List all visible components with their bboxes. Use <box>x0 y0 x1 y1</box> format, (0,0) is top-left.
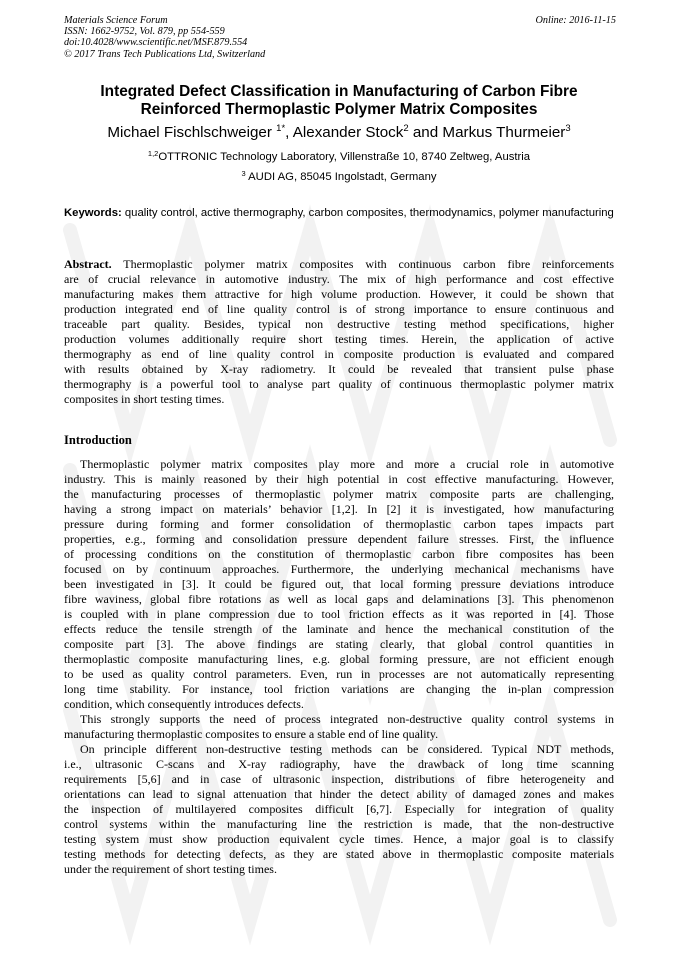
author-3-affiliation: 3 <box>565 123 571 134</box>
body-line: composite part [3]. The above findings are stating clearly, that global control quantities in <box>64 637 614 651</box>
body-line: requirements [5,6] and in case of ultrasonic inspection, distributions of fibre heterogeneity and <box>64 772 614 786</box>
abstract-line: production integrated end of line quality control is of strong importance to ensure continuous and <box>64 302 614 316</box>
doi-line: doi:10.4028/www.scientific.net/MSF.879.554 <box>64 37 248 49</box>
abstract-line: composites in short testing times. <box>64 392 225 406</box>
body-line: industry. This is mainly reasoned by their high potential in cost effective manufacturing. However, <box>64 472 614 486</box>
body-line: control systems within the manufacturing line the restriction is made, that the non-destructive <box>64 817 614 831</box>
body-line: manufacturing thermoplastic composites to ensure a stable end of line quality. <box>64 727 439 741</box>
introduction-heading: Introduction <box>64 433 132 447</box>
abstract-line: Abstract. Thermoplastic polymer matrix composites with continuous carbon fibre reinforcements <box>64 257 614 271</box>
body-line: pressure during forming and former consolidation of thermoplastic carbon tapes impacts part <box>64 517 614 531</box>
abstract-label: Abstract. <box>64 257 112 271</box>
keywords <box>64 206 614 221</box>
journal-header <box>64 15 616 60</box>
author-1: Michael Fischlschweiger <box>107 124 277 141</box>
body-line: This strongly supports the need of process integrated non-destructive quality control systems in <box>80 712 614 726</box>
abstract-line: manufacturing makes them attractive for high volume production. However, it could be shown that <box>64 287 614 301</box>
body-line: i.e., ultrasonic C-scans and X-ray radiography, have the drawback of long time scanning <box>64 757 614 771</box>
abstract-line: thermography is a powerful tool to analyse part quality of continuous thermoplastic polymer matrix <box>64 377 614 391</box>
abstract-line: thermography as end of line quality control in composite production is evaluated and compared <box>64 347 614 361</box>
body-line: long time stability. For instance, tool friction variations are changing the in-plan compression <box>64 682 614 696</box>
affiliation-2: $^3$ AUDI AG, 85045 Ingolstadt, Germany <box>241 169 437 183</box>
author-2: , Alexander Stock <box>285 124 404 141</box>
paper-title-line-1: Integrated Defect Classification in Manufacturing of Carbon Fibre <box>100 83 578 100</box>
body-line: effects reduce the tensile strength of the laminate and hence the mechanical constitution of the <box>64 622 614 636</box>
abstract-line: are of crucial relevance in automotive industry. The mix of high performance and cost effective <box>64 272 614 286</box>
body-line: the inspection of multilayered composites difficult [6,7]. Especially for integration of quality <box>64 802 614 816</box>
body-line: fibre waviness, global fibre rotations as well as local gaps and delaminations [3]. This phenomenon <box>64 592 614 606</box>
body-line: focused on by continuum approaches. Furthermore, the underlying mechanical mechanisms have <box>64 562 614 576</box>
body-line: thermoplastic composite manufacturing lines, e.g. global forming pressure, are not efficient enough <box>64 652 614 666</box>
body-line: is coupled with in plane compression due to tool friction effects as it was reported in [4]. Those <box>64 607 614 621</box>
body-line: testing system must show production equivalent cycle times. Hence, a major goal is to classify <box>64 832 614 846</box>
body-line: Thermoplastic polymer matrix composites play more and more a crucial role in automotive <box>80 457 614 471</box>
body-line: testing methods for detecting defects, as they are stated above in thermoplastic composite materials <box>64 847 614 861</box>
author-1-affiliation: 1* <box>276 123 286 134</box>
keywords-label: Keywords: <box>64 207 122 219</box>
body-line: having a strong impact on materials’ behavior [1,2]. In [2] it is investigated, how manufacturing <box>64 502 614 516</box>
author-list <box>30 124 648 142</box>
author-3: and Markus Thurmeier <box>408 124 566 141</box>
issn-line: ISSN: 1662-9752, Vol. 879, pp 554-559 <box>64 26 225 38</box>
online-date: Online: 2016-11-15 <box>535 15 616 26</box>
body-line: been investigated in [3]. It could be figured out, that local forming pressure deviations introduce <box>64 577 614 591</box>
abstract-line: with results obtained by X-ray radiometry. It could be revealed that transient pulse phase <box>64 362 614 376</box>
body-line: properties, e.g., forming and consolidation pressure dependent failure stresses. First, the influence <box>64 532 614 546</box>
body-line: orientations can lead to signal attenuation that hinder the detect ability of damaged zones and makes <box>64 787 614 801</box>
body-line: under the requirement of short testing times. <box>64 862 277 876</box>
abstract-line: production volumes additionally require short testing times. Herein, the application of active <box>64 332 614 346</box>
body-line: to be used as quality control parameters. Even, run in processes are not automatically representing <box>64 667 614 681</box>
copyright-line: © 2017 Trans Tech Publications Ltd, Switzerland <box>64 48 266 60</box>
affiliation-1: $^{1,2}$OTTRONIC Technology Laboratory, Villenstraße 10, 8740 Zeltweg, Austria <box>147 149 531 163</box>
journal-name: Materials Science Forum <box>64 15 168 26</box>
body-line: condition, which consequently introduces defects. <box>64 697 304 711</box>
body-line: On principle different non-destructive testing methods can be considered. Typical NDT methods, <box>80 742 614 756</box>
keywords-text: quality control, active thermography, carbon composites, thermodynamics, polymer manufacturing <box>121 207 614 219</box>
body-line: of processing conditions on the constitution of thermoplastic carbon fibre composites has been <box>64 547 614 561</box>
body-line: the manufacturing processes of thermoplastic polymer matrix composite parts are challenging, <box>64 487 614 501</box>
abstract-line: traceable part quality. Besides, typical non destructive testing method specifications, higher <box>64 317 614 331</box>
paper-title-line-2: Reinforced Thermoplastic Polymer Matrix Composites <box>140 101 538 118</box>
author-2-affiliation: 2 <box>403 123 409 134</box>
